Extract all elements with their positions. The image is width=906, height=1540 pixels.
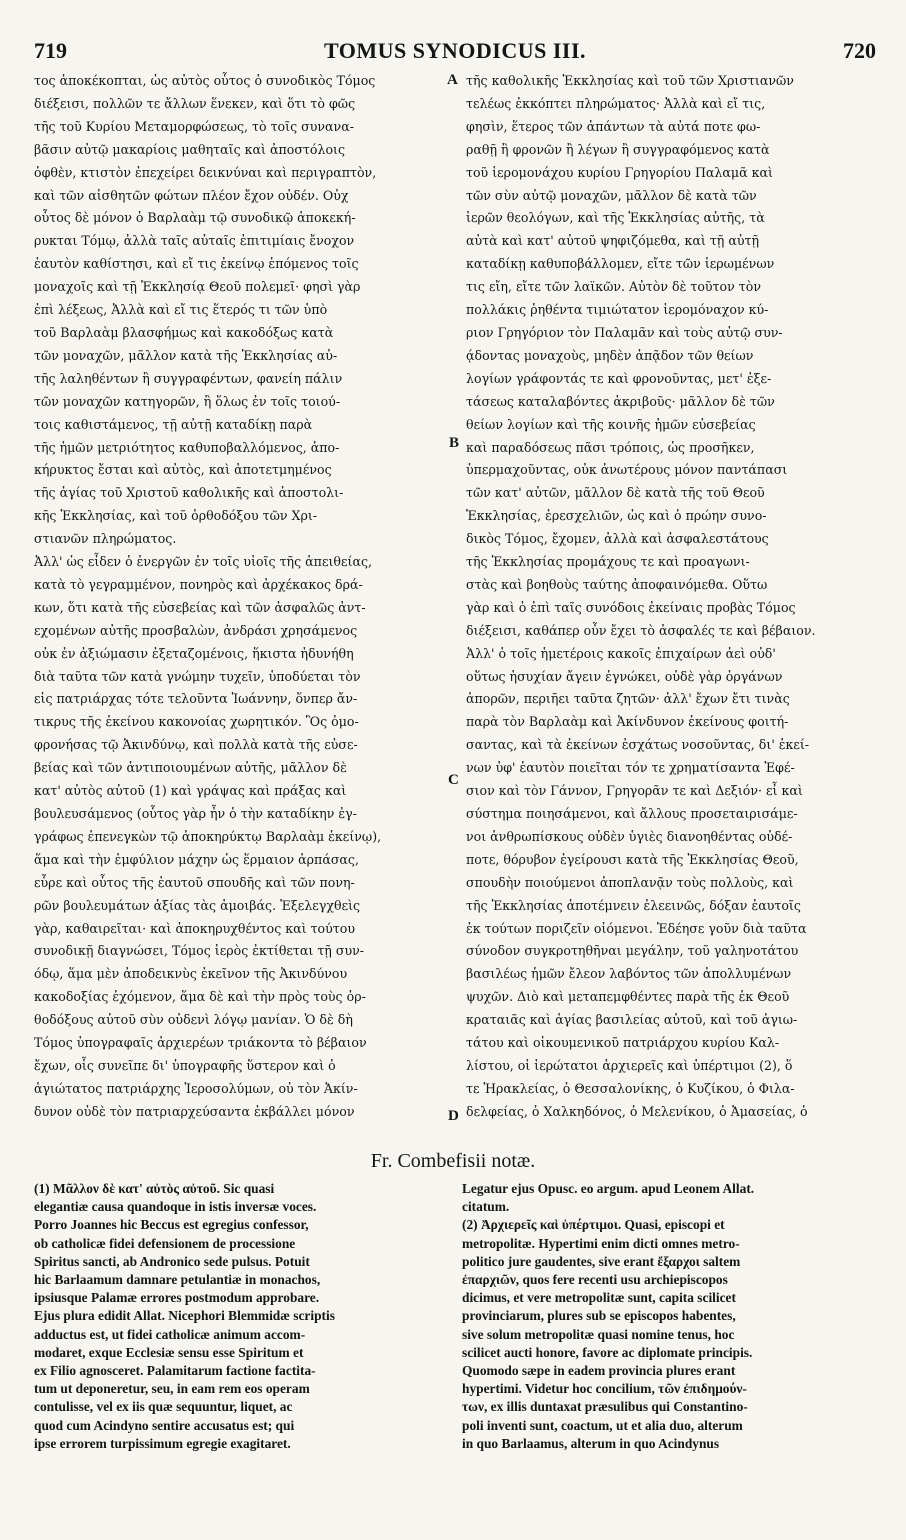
running-title: TOMUS SYNODICUS III. [323, 38, 587, 63]
text-line: οὐκ ἐν ἀξιώμασιν ἐξεταζομένοις, ἥκιστα ἠδυνήθη [34, 645, 354, 661]
text-line: τῆς τοῦ Κυρίου Μεταμορφώσεως, τὸ τοῖς συνανα- [34, 118, 354, 134]
note-line: (1) Μᾶλλον δὲ κατ' αὐτὸς αὐτοῦ. Sic quasi [34, 1181, 275, 1196]
text-line: κῆς Ἐκκλησίας, καὶ τοῦ ὀρθοδόξου τῶν Χρι- [34, 508, 318, 524]
text-line: λογίων γράφοντάς τε καὶ φρονοῦντας, μετ' ἐξε- [466, 370, 772, 386]
text-line: νοι ἀνθρωπίσκους οὐδὲν ὑγιὲς διανοηθέντας οὐδέ- [466, 828, 793, 844]
note-line: hypertimi. Videtur hoc concilium, τῶν ἐπιδημούν- [462, 1381, 747, 1397]
text-line: τις εἴη, εἴτε τῶν λαϊκῶν. Αὐτὸν δὲ τοῦτον τὸν [466, 279, 761, 295]
text-line: κακοδοξίας ἐχόμενον, ἅμα δὲ καὶ τὴν πρὸς τοὺς ὀρ- [34, 989, 366, 1005]
note-line: in quo Barlaamus, alterum in quo Acindynus [462, 1435, 720, 1451]
text-line: βασιλέως ἡμῶν ἔλεον λαβόντος τῶν ἀπολλυμένων [466, 966, 792, 982]
right-column-text [466, 70, 876, 1124]
text-line: πολλάκις ῥηθέντα τιμιώτατον ἱερομόναχον κύ- [466, 302, 769, 318]
note-line: citatum. [462, 1199, 510, 1215]
text-line: συνοδικῇ διαγνώσει, Τόμος ἱερὸς ἐκτίθεται τῇ συν- [34, 943, 365, 959]
text-line: θοδόξους αὐτοῦ σὺν οὐδενὶ λόγῳ μανίαν. Ὁ δὲ δὴ [34, 1012, 353, 1028]
note-line: dicimus, et vere metropolitæ sunt, capita scilicet [462, 1290, 736, 1306]
notes-left-column [34, 1180, 444, 1453]
text-line: καὶ παραδόσεως πᾶσι τρόποις, ὡς προσῆκεν, [466, 439, 755, 455]
page-number-left: 719 [34, 38, 67, 63]
text-line: τοῦ Βαρλαὰμ βλασφήμως καὶ κακοδόξως κατὰ [34, 324, 334, 340]
text-line: ἑαυτὸν καθίστησι, καὶ εἴ τις ἐκείνῳ ἑπόμενος τοῖς [34, 256, 359, 272]
note-line: των, ex illis duntaxat præsulibus qui Constantino- [462, 1399, 748, 1415]
text-line: γὰρ καὶ ὁ ἐπὶ ταῖς συνόδοις ἐκείναις προβὰς Τόμος [466, 599, 796, 615]
text-line: τῶν κατ' αὐτῶν, μᾶλλον δὲ κατὰ τῆς τοῦ Θεοῦ [466, 485, 765, 501]
left-column-text [34, 70, 442, 1124]
note-line: Ejus plura edidit Allat. Nicephori Blemmidæ scriptis [34, 1308, 335, 1324]
text-line: κων, ὅτι κατὰ τῆς εὐσεβείας καὶ τῶν ἀσφαλῶς ἀντ- [34, 599, 366, 615]
text-line: τῶν μοναχῶν, μᾶλλον κατὰ τῆς Ἐκκλησίας αὐ- [34, 347, 338, 363]
text-line: δικὸς Τόμος, ἔχομεν, ἀλλὰ καὶ ἀσφαλεστάτους [466, 531, 769, 547]
note-line: scilicet aucti honore, favore ac diplomate principis. [462, 1344, 753, 1360]
text-line: τῆς Ἐκκλησίας ἀποτέμνειν ἐλεεινῶς, δόξαν ἑαυτοῖς [466, 897, 801, 913]
note-line: Porro Joannes hic Beccus est egregius confessor, [34, 1217, 309, 1233]
text-line: βείας καὶ τῶν ἀντιποιουμένων αὐτῆς, μᾶλλον δὲ [34, 760, 347, 776]
text-line: βᾶσιν αὐτῷ μακαρίοις μαθηταῖς καὶ ἀποστόλοις [34, 141, 346, 157]
text-line: διέξεισι, πολλῶν τε ἄλλων ἕνεκεν, καὶ ὅτι τὸ φῶς [34, 95, 356, 111]
text-line: τε Ἡρακλείας, ὁ Θεσσαλονίκης, ὁ Κυζίκου, ὁ Φιλα- [466, 1080, 795, 1096]
text-line: καταδίκῃ καθυποβάλλομεν, εἴτε τῶν ἱερωμένων [466, 256, 775, 272]
page-number-right: 720 [843, 38, 876, 63]
text-line: Ἀλλ' ὡς εἶδεν ὁ ἐνεργῶν ἐν τοῖς υἱοῖς τῆς ἀπειθείας, [34, 554, 373, 570]
text-line: ρυκται Τόμῳ, ἀλλὰ ταῖς αὐταῖς ἐπιτιμίαις ἔνοχον [34, 233, 355, 249]
text-line: τοῦ ἱερομονάχου κυρίου Γρηγορίου Παλαμᾶ καὶ [466, 164, 773, 180]
text-line: αὐτὰ καὶ κατ' αὐτοῦ ψηφιζόμεθα, καὶ τῇ αὐτῇ [466, 233, 760, 249]
note-line: Spiritus sancti, ab Andronico sede pulsus. Potuit [34, 1253, 310, 1269]
text-line: κατ' αὐτὸς αὐτοῦ (1) καὶ γράψας καὶ πράξας καὶ [34, 783, 347, 799]
text-line: εἰς πατριάρχας τότε τελοῦντα Ἰωάννην, ὅνπερ ἄν- [34, 691, 358, 707]
text-line: ποτε, θόρυβον ἐγείρουσι κατὰ τῆς Ἐκκλησίας Θεοῦ, [466, 851, 799, 867]
text-line: στὰς καὶ βοηθοὺς ταύτης ἀποφαινόμεθα. Οὕτω [466, 576, 768, 592]
note-line: elegantiæ causa quandoque in istis inversæ voces. [34, 1199, 317, 1215]
note-line: poli inventi sunt, coactum, ut et alia duo, alterum [462, 1417, 743, 1433]
text-line: ριον Γρηγόριον τὸν Παλαμᾶν καὶ τοὺς αὐτῷ συν- [466, 324, 783, 340]
text-line: μοναχοῖς καὶ τῇ Ἐκκλησίᾳ Θεοῦ πολεμεῖ· φησὶ γὰρ [34, 279, 361, 295]
text-line: τος ἀποκέκοπται, ὡς αὐτὸς οὗτος ὁ συνοδικὸς Τόμος [34, 73, 376, 88]
note-line: ex Filio agnosceret. Palamitarum factione factita- [34, 1363, 316, 1379]
note-line: hic Barlaamum damnare petulantiæ in monachos, [34, 1272, 321, 1288]
note-line: provinciarum, plures sub se episcopos habentes, [462, 1308, 736, 1324]
note-line: modaret, exque Ecclesiæ sensu esse Spiritum et [34, 1344, 304, 1360]
text-line: κήρυκτος ἔσται καὶ αὐτὸς, καὶ ἀποτετμημένος [34, 462, 332, 478]
text-line: ὀφθὲν, κτιστὸν ἐπεχείρει δεικνύναι καὶ περιγραπτὸν, [34, 164, 377, 180]
text-line: ᾴδοντας μοναχοὺς, μηδὲν ἀπᾷδον τῶν θείων [466, 347, 754, 363]
text-line: σύνοδον συγκροτηθῆναι μεγάλην, τοῦ γαληνοτάτου [466, 943, 799, 959]
text-line: όδῳ, ἅμα μὲν ἀποδεικνὺς ἐκεῖνον τῆς Ἀκινδύνου [34, 966, 348, 982]
text-line: σύστημα ποιησάμενοι, καὶ ἄλλους προσεταιρισάμε- [466, 806, 798, 821]
text-line: σπουδὴν ποιούμενοι ἀποπλανᾷν τοὺς πολλοὺς, καὶ [466, 874, 794, 890]
note-line: tum ut deponeretur, seu, in eam rem eos operam [34, 1381, 310, 1397]
text-line: ἁγιώτατος πατριάρχης Ἱεροσολύμων, οὐ τὸν Ἀκίν- [34, 1080, 358, 1096]
text-line: τῆς ἡμῶν μετριότητος καθυποβαλλόμενος, ἀπο- [34, 439, 340, 455]
text-line: Ἀλλ' ὁ τοῖς ἡμετέροις κακοῖς ἐπιχαίρων ἀεὶ οὐδ' [466, 645, 776, 661]
text-line: τῆς καθολικῆς Ἐκκλησίας καὶ τοῦ τῶν Χριστιανῶν [466, 73, 794, 88]
note-line: metropolitæ. Hypertimi enim dicti omnes metro- [462, 1235, 740, 1251]
note-line: politico jure gaudentes, sive erant ἔξαρχοι saltem [462, 1253, 741, 1269]
text-line: εὗρε καὶ οὗτος τῆς ἑαυτοῦ σπουδῆς καὶ τῶν πονη- [34, 874, 355, 890]
page-header [34, 38, 876, 66]
text-line: σαντας, καὶ τὰ ἐκείνων ἐσχάτως νοσοῦντας, δι' ἐκεί- [466, 737, 810, 753]
text-line: ψυχῶν. Διὸ καὶ μεταπεμφθέντες παρὰ τῆς ἐκ Θεοῦ [466, 989, 790, 1005]
note-line: contulisse, vel ex iis quæ sequuntur, liquet, ac [34, 1399, 293, 1415]
notes-right-column [462, 1180, 874, 1453]
text-line: διὰ ταῦτα τῶν κατὰ γνώμην τυχεῖν, ὑποδύεται τὸν [34, 668, 361, 684]
text-line: ἱερῶν θεολόγων, καὶ τῆς Ἐκκλησίας αὐτῆς, τὰ [466, 210, 765, 226]
text-line: καὶ τῶν αἰσθητῶν φώτων πλέον ἔχον οὐδέν. Οὐχ [34, 187, 349, 203]
note-line: ipse errorem turpissimum egregie exagitaret. [34, 1435, 291, 1451]
text-line: παρὰ τὸν Βαρλαὰμ καὶ Ἀκίνδυνον ἐκείνους φοιτή- [466, 714, 789, 730]
text-line: λίστου, οἱ ἱερώτατοι ἀρχιερεῖς καὶ ὑπέρτιμοι (2), ὅ [466, 1057, 793, 1073]
note-line: (2) Ἀρχιερεῖς καὶ ὑπέρτιμοι. Quasi, episcopi et [462, 1217, 725, 1233]
text-line: δυνον οὐδὲ τὸν πατριαρχεύσαντα ἐκβάλλει μόνον [34, 1103, 355, 1119]
text-line: Τόμος ὑπογραφαῖς ἀρχιερέων τριάκοντα τὸ βέβαιον [34, 1035, 367, 1051]
text-line: ραθῇ ἢ φρονῶν ἢ λέγων ἢ συγγραφόμενος κατὰ [466, 141, 770, 157]
text-line: τῆς Ἐκκλησίας προμάχους τε καὶ προαγωνι- [466, 554, 750, 570]
note-line: Quomodo sæpe in eadem provincia plures erant [462, 1363, 736, 1379]
text-line: φησὶν, ἕτερος τῶν ἁπάντων τὰ αὐτά ποτε φω- [466, 118, 761, 134]
text-line: Ἐκκλησίας, ἐρεσχελιῶν, ὡς καὶ ὁ πρώην συνο- [466, 508, 767, 524]
text-line: τάσεως καταλαβόντες ἀκριβοῦς· μᾶλλον δὲ τῶν [466, 393, 775, 409]
text-line: νων ὑφ' ἑαυτὸν ποιεῖται τόν τε χρηματίσαντα Ἐφέ- [466, 760, 795, 776]
text-line: ὑπερμαχοῦντας, οὐκ ἀνωτέρους μόνον παντάπασι [466, 462, 788, 478]
text-line: φρονήσας τῷ Ἀκινδύνῳ, καὶ πολλὰ κατὰ τῆς εὐσε- [34, 737, 358, 753]
note-line: adductus est, ut fidei catholicæ animum accom- [34, 1326, 306, 1342]
margin-marker-a: A [447, 72, 458, 88]
text-line: τῆς ἁγίας τοῦ Χριστοῦ καθολικῆς καὶ ἀποστολι- [34, 485, 344, 501]
text-line: ἔχων, οἷς συνεῖπε δι' ὑπογραφῆς ὕστερον καὶ ὁ [34, 1057, 336, 1073]
text-line: οὕτως ἡσυχίαν ἄγειν ἐγνώκει, οὐδὲ γὰρ ὀργάνων [466, 668, 783, 684]
text-line: εχομένων αὐτῆς προσβαλὼν, ἀνδράσι χρησάμενος [34, 622, 358, 638]
text-line: τάτου καὶ οἰκουμενικοῦ πατριάρχου κυρίου Καλ- [466, 1035, 780, 1051]
text-line: κραταιᾶς καὶ ἁγίας βασιλείας αὐτοῦ, καὶ τοῦ ἁγιω- [466, 1012, 798, 1028]
text-line: γὰρ, καθαιρεῖται· καὶ ἀποκηρυχθέντος καὶ τούτου [34, 920, 356, 936]
text-line: ἅμα καὶ τὴν ἐμφύλιον μάχην ὡς ἕρμαιον ἁρπάσας, [34, 851, 359, 867]
text-line: οὗτος δὲ μόνον ὁ Βαρλαὰμ τῷ συνοδικῷ ἀποκεκή- [34, 210, 356, 226]
text-line: ἐπὶ λέξεως, Ἀλλὰ καὶ εἴ τις ἕτερός τι τῶν ὑπὸ [34, 302, 328, 318]
note-line: quod cum Acindyno sentire accusatus est; qui [34, 1417, 295, 1433]
note-line: ob catholicæ fidei defensionem de processione [34, 1235, 296, 1251]
note-line: Legatur ejus Opusc. eo argum. apud Leonem Allat. [462, 1181, 755, 1196]
text-line: στιανῶν πληρώματος. [34, 531, 177, 547]
notes-heading: Fr. Combefisii notæ. [370, 1150, 536, 1172]
text-line: βουλευσάμενος (οὗτος γὰρ ἦν ὁ τὴν καταδίκην ἐγ- [34, 806, 357, 821]
text-line: τικρυς τῆς ἐκείνου κακονοίας χωρητικόν. Ὃς ὁμο- [34, 714, 359, 730]
margin-marker-d: D [448, 1108, 459, 1124]
text-line: ρῶν βουλευμάτων ἀξίας τὰς ἀμοιβάς. Ἐξελεγχθεὶς [34, 897, 361, 913]
margin-marker-b: B [449, 435, 460, 451]
note-line: sive solum metropolitæ quasi nomine tenus, hoc [462, 1326, 735, 1342]
margin-marker-c: C [448, 772, 459, 788]
text-line: ἐκ τούτων ποριζεῖν οἰόμενοι. Ἐδέησε γοῦν διὰ ταῦτα [466, 920, 807, 936]
text-line: δελφείας, ὁ Χαλκηδόνος, ὁ Μελενίκου, ὁ Ἀμασείας, ὁ [466, 1103, 808, 1119]
text-line: θείων λογίων καὶ τῆς κοινῆς ἡμῶν εὐσεβείας [466, 416, 756, 432]
text-line: γράφως ἐπενεγκὼν τῷ ἀποκηρύκτῳ Βαρλαὰμ ἐκείνῳ), [34, 828, 382, 844]
note-line: ἐπαρχιῶν, quos fere recenti usu archiepiscopos [462, 1272, 728, 1288]
text-line: τελέως ἐκκόπτει πληρώματος· Ἀλλὰ καὶ εἴ τις, [466, 95, 766, 111]
note-line: ipsiusque Palamæ errores postmodum approbare. [34, 1290, 320, 1306]
text-line: σιον καὶ τὸν Γάννον, Γρηγορᾶν τε καὶ Δεξιόν· εἶ καὶ [466, 783, 803, 799]
text-line: τῶν μοναχῶν κατηγορῶν, ἢ ὅλως ἐν τοῖς τοιού- [34, 393, 341, 409]
text-line: τῆς λαληθέντων ἢ συγγραφέντων, φανείη πάλιν [34, 370, 343, 386]
text-line: τοις καθιστάμενος, τῇ αὐτῇ καταδίκῃ παρὰ [34, 416, 313, 432]
text-line: διέξεισι, καθάπερ οὖν ἔχει τὸ ἀσφαλές τε καὶ βέβαιον. [466, 622, 816, 638]
text-line: κατὰ τὸ γεγραμμένον, πονηρὸς καὶ ἀρχέκακος δρά- [34, 576, 363, 592]
text-line: τῶν σὺν αὐτῷ μοναχῶν, μᾶλλον δὲ κατὰ τῶν [466, 187, 757, 203]
text-line: ἀπορῶν, περιῆει ταῦτα ζητῶν· ἀλλ' ἔχων ἔτι τινὰς [466, 691, 790, 707]
